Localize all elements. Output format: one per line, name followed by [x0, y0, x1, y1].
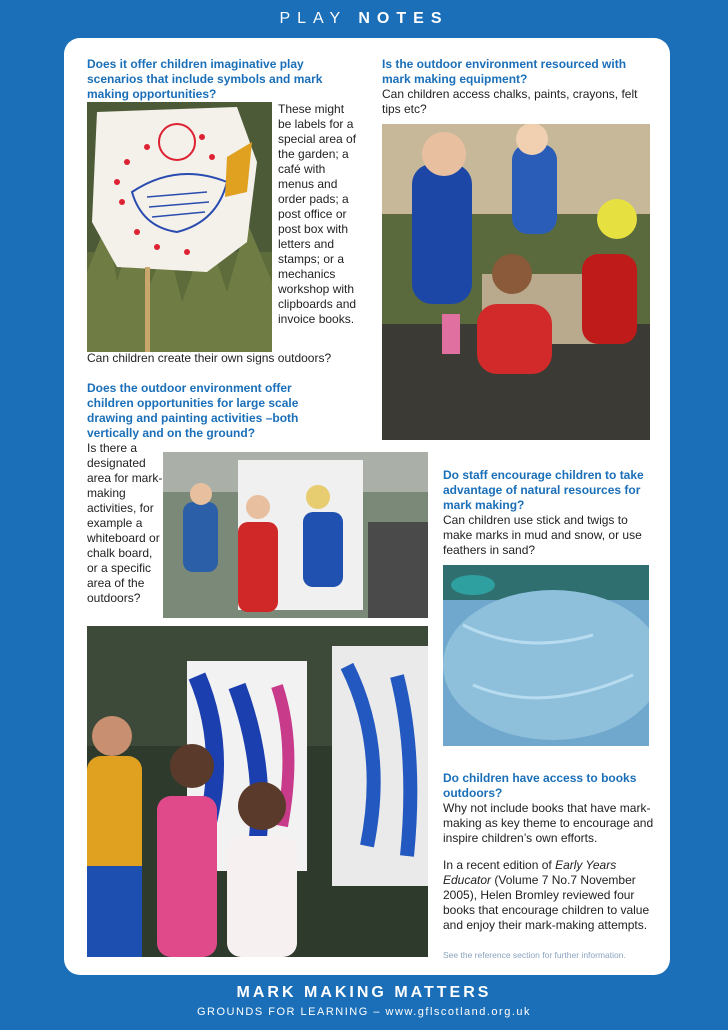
resourced-question: Is the outdoor environment resourced with mark making equipment?	[382, 57, 627, 86]
resourced-text: Can children access chalks, paints, crayons, felt tips etc?	[382, 87, 638, 116]
page-header	[0, 10, 728, 28]
books-text-2-pre: In a recent edition of	[443, 858, 556, 872]
books-text-2-italic: Early Years Educator	[443, 858, 617, 887]
large-scale-text: Is there a designated area for mark-making activities, for example a whiteboard or chalk board, or a specific area of the outdoors?	[87, 441, 163, 605]
sandpit-children-photo	[382, 124, 650, 440]
large-scale-question: Does the outdoor environment offer children opportunities for large scale drawing and painting activities –both vertically and on the ground?	[87, 381, 299, 440]
books-text-2	[443, 858, 658, 933]
reference-note: See the reference section for further information.	[443, 950, 626, 960]
snow-marks-photo	[443, 565, 649, 746]
imaginative-follow-up: Can children create their own signs outdoors?	[87, 351, 332, 365]
painting-children-photo	[87, 626, 428, 957]
books-question: Do children have access to books outdoors?	[443, 771, 637, 800]
whiteboard-photo	[163, 452, 428, 618]
footer-title: MARK MAKING MATTERS	[236, 984, 492, 1001]
header-bold: NOTES	[358, 10, 449, 27]
imaginative-side-text: These might be labels for a special area of the garden; a café with menus and order pads; a post office or post box with letters and stamps; or a mechanics workshop with clipboards and invoice books.	[278, 102, 357, 326]
books-text-1: Why not include books that have mark-making as key theme to encourage and inspire children’s own efforts.	[443, 801, 654, 845]
bird-sign-photo	[87, 102, 272, 352]
header-light: PLAY	[279, 10, 347, 27]
footer-subtitle: GROUNDS FOR LEARNING – www.gflscotland.org.uk	[196, 1006, 532, 1018]
imaginative-question: Does it offer children imaginative play scenarios that include symbols and mark making opportunities?	[87, 57, 323, 101]
natural-text: Can children use stick and twigs to make marks in mud and snow, or use feathers in sand?	[443, 513, 642, 557]
books-text-2-post: (Volume 7 No.7 November 2005), Helen Bromley reviewed four books that encourage children to value and enjoy their mark-making attempts.	[443, 873, 650, 932]
natural-question: Do staff encourage children to take advantage of natural resources for mark making?	[443, 468, 644, 512]
